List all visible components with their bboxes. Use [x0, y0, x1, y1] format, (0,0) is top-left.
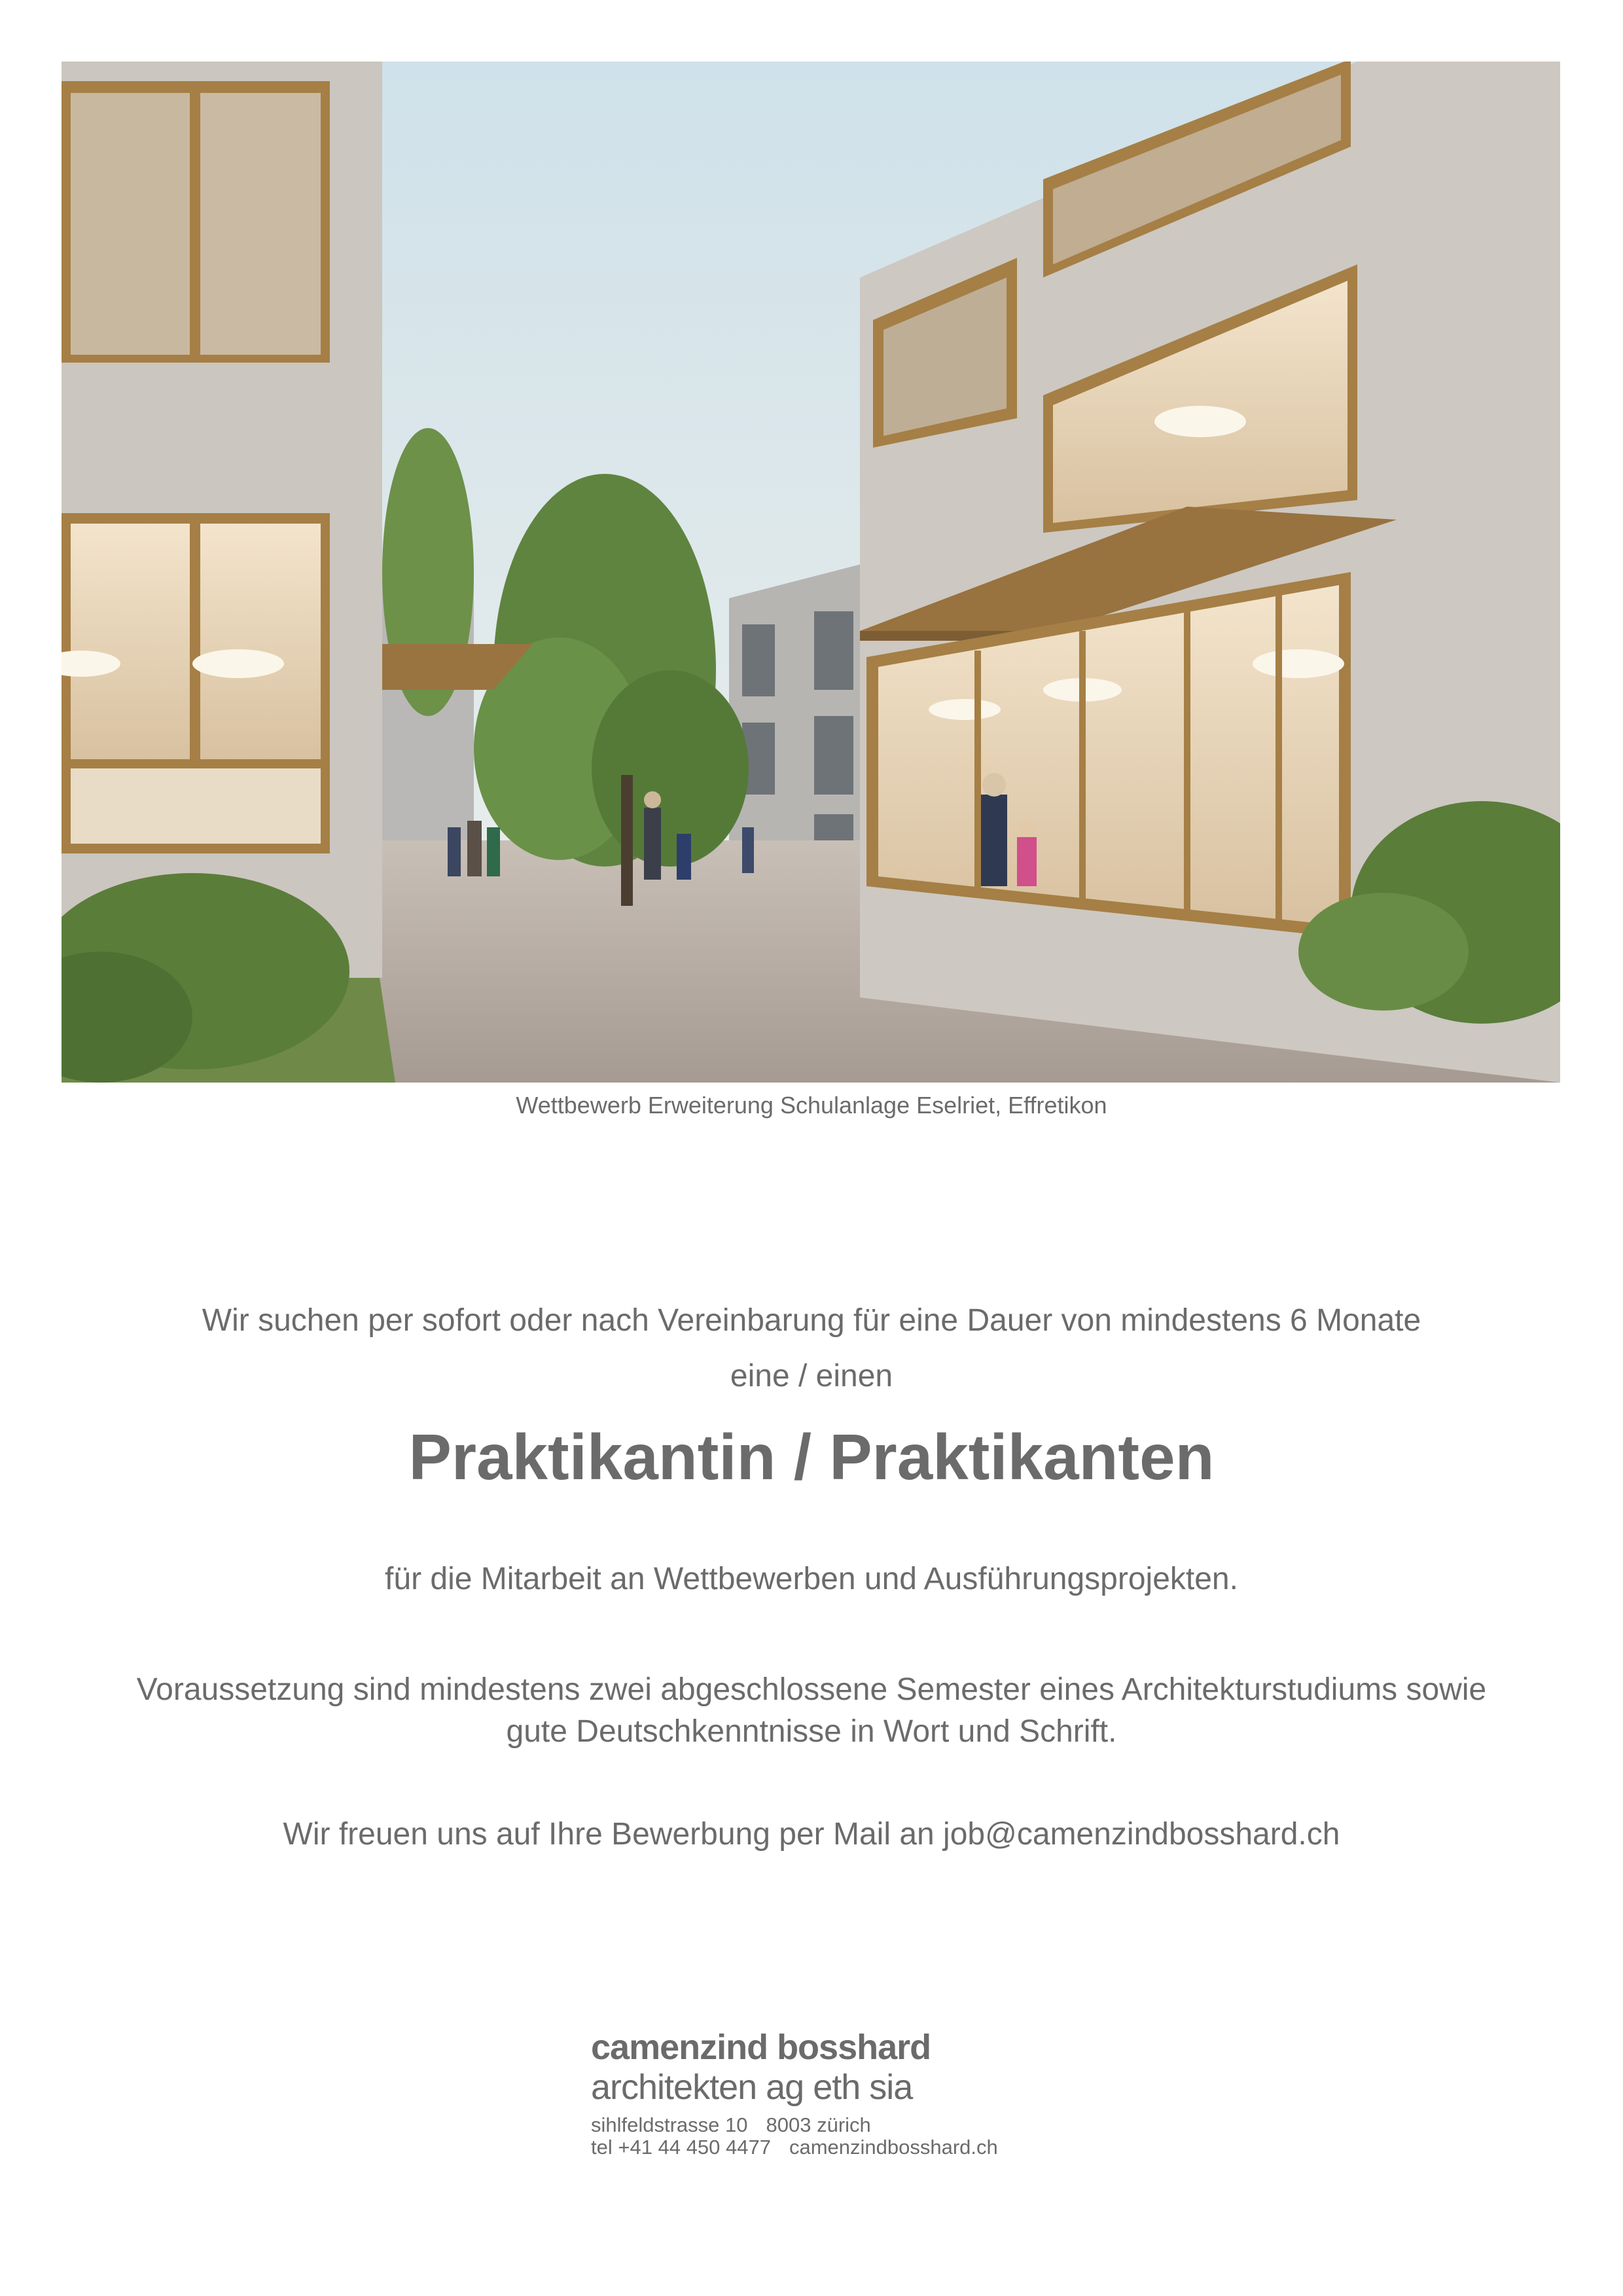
- company-website[interactable]: camenzindbosshard.ch: [789, 2136, 998, 2159]
- requirements-line-2: gute Deutschkenntnisse in Wort und Schrift.: [506, 1714, 1117, 1749]
- company-subtitle: architekten ag eth sia: [591, 2068, 913, 2107]
- image-caption: Wettbewerb Erweiterung Schulanlage Eselriet, Effretikon: [516, 1092, 1107, 1119]
- intro-article: eine / einen: [730, 1359, 893, 1393]
- requirements: [98, 1669, 1525, 1753]
- hero-image: [62, 62, 1560, 1083]
- requirements-line-1: Voraussetzung sind mindestens zwei abgeschlossene Semester eines Architekturstudiums sowie: [136, 1672, 1487, 1707]
- company-name: camenzind bosshard: [591, 2028, 931, 2067]
- job-title: Praktikantin / Praktikanten: [408, 1421, 1215, 1493]
- job-purpose: für die Mitarbeit an Wettbewerben und Ausführungsprojekten.: [385, 1562, 1238, 1596]
- intro-line: Wir suchen per sofort oder nach Vereinbarung für eine Dauer von mindestens 6 Monate: [202, 1303, 1421, 1338]
- application-contact: Wir freuen uns auf Ihre Bewerbung per Mail an job@camenzindbosshard.ch: [283, 1817, 1340, 1852]
- school-rendering: [62, 62, 1560, 1083]
- company-city: 8003 zürich: [766, 2113, 871, 2136]
- company-address: [591, 2114, 1049, 2136]
- company-street: sihlfeldstrasse 10: [591, 2113, 748, 2136]
- company-phone: tel +41 44 450 4477: [591, 2136, 771, 2159]
- company-logo: [591, 2028, 1049, 2159]
- company-contact: [591, 2136, 1049, 2159]
